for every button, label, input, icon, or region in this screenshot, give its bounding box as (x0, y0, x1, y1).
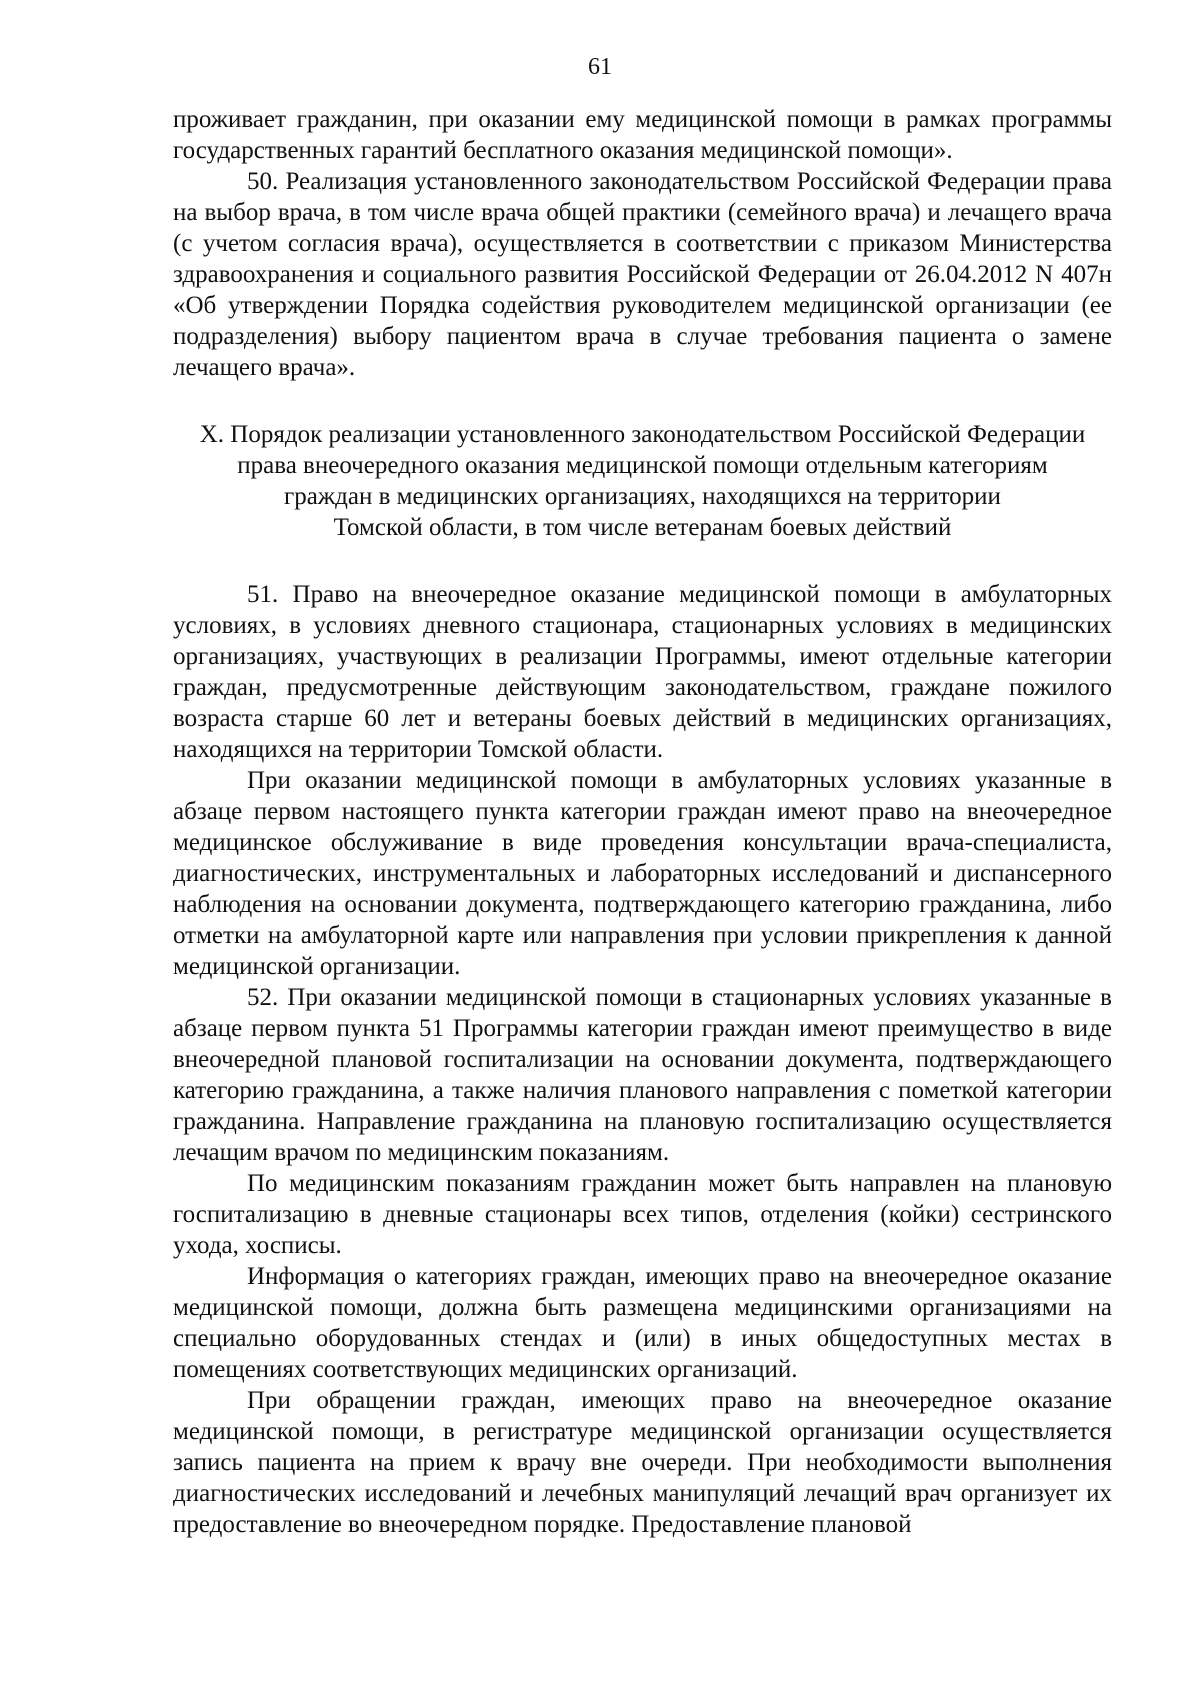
paragraph-51: 51. Право на внеочередное оказание медицинской помощи в амбулаторных условиях, в условиях дневного стационара, стационарных условиях в медицинских организациях, участвующих в реализации Программы, имеют отдельные категории граждан, предусмотренные действующим законодательством, граждане пожилого возраста старше 60 лет и ветераны боевых действий в медицинских организациях, находящихся на территории Томской области. (173, 581, 1112, 763)
paragraph-52-information: Информация о категориях граждан, имеющих право на внеочередное оказание медицинской помощи, должна быть размещена медицинскими организациями на специально оборудованных стендах и (или) в иных общедоступных местах в помещениях соответствующих медицинских организаций. (173, 1263, 1112, 1383)
section-title-line: Томской области, в том числе ветеранам боевых действий (333, 514, 952, 541)
section-title (173, 419, 1112, 543)
section-title-line: граждан в медицинских организациях, находящихся на территории (284, 483, 1001, 510)
paragraph-52: 52. При оказании медицинской помощи в стационарных условиях указанные в абзаце первом пункта 51 Программы категории граждан имеют преимущество в виде внеочередной плановой госпитализации на основании документа, подтверждающего категорию гражданина, а также наличия планового направления с пометкой категории гражданина. Направление гражданина на плановую госпитализацию осуществляется лечащим врачом по медицинским показаниям. (173, 984, 1112, 1166)
paragraph-50: 50. Реализация установленного законодательством Российской Федерации права на выбор врача, в том числе врача общей практики (семейного врача) и лечащего врача (с учетом согласия врача), осуществляется в соответствии с приказом Министерства здравоохранения и социального развития Российской Федерации от 26.04.2012 N 407н «Об утверждении Порядка содействия руководителем медицинской организации (ее подразделения) выбору пациентом врача в случае требования пациента о замене лечащего врача». (173, 168, 1112, 381)
page-number: 61 (588, 54, 612, 80)
paragraph-continuation: проживает гражданин, при оказании ему медицинской помощи в рамках программы государственных гарантий бесплатного оказания медицинской помощи». (173, 106, 1112, 164)
paragraph-52-day-hospital: По медицинским показаниям гражданин может быть направлен на плановую госпитализацию в дневные стационары всех типов, отделения (койки) сестринского ухода, хосписы. (173, 1170, 1112, 1259)
document-body (173, 104, 1112, 1540)
paragraph-51-ambulatory: При оказании медицинской помощи в амбулаторных условиях указанные в абзаце первом настоящего пункта категории граждан имеют право на внеочередное медицинское обслуживание в виде проведения консультации врача-специалиста, диагностических, инструментальных и лабораторных исследований и диспансерного наблюдения на основании документа, подтверждающего категорию гражданина, либо отметки на амбулаторной карте или направления при условии прикрепления к данной медицинской организации. (173, 767, 1112, 980)
section-title-line: права внеочередного оказания медицинской помощи отдельным категориям (237, 452, 1048, 479)
paragraph-52-registration: При обращении граждан, имеющих право на внеочередное оказание медицинской помощи, в регистратуре медицинской организации осуществляется запись пациента на прием к врачу вне очереди. При необходимости выполнения диагностических исследований и лечебных манипуляций лечащий врач организует их предоставление во внеочередном порядке. Предоставление плановой (173, 1387, 1112, 1538)
section-title-line: X. Порядок реализации установленного законодательством Российской Федерации (199, 421, 1086, 448)
